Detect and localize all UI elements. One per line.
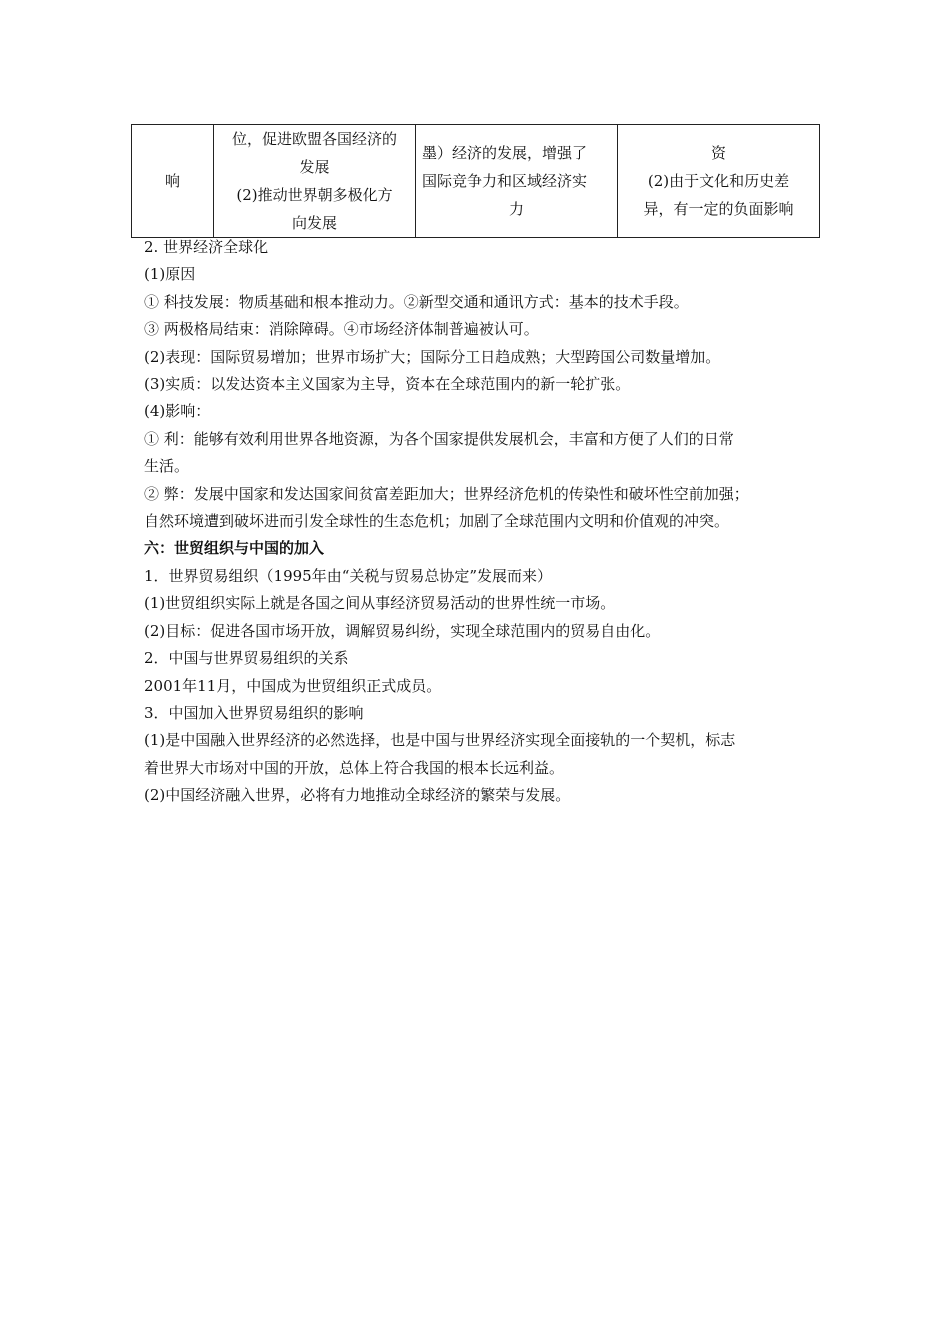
table-cell xyxy=(618,125,820,238)
paragraph: ① 科技发展：物质基础和根本推动力。②新型交通和通讯方式：基本的技术手段。 xyxy=(144,292,689,311)
cell-line: (2)推动世界朝多极化方 xyxy=(236,186,393,204)
paragraph: (3)实质：以发达资本主义国家为主导，资本在全球范围内的新一轮扩张。 xyxy=(144,375,631,394)
section-heading: 2. 世界经济全球化 xyxy=(144,238,269,256)
paragraph: (1)原因 xyxy=(144,265,196,284)
cell-line: 向发展 xyxy=(291,214,337,232)
section-heading: 2．中国与世界贸易组织的关系 xyxy=(144,649,349,668)
cell-line: 异，有一定的负面影响 xyxy=(643,200,794,218)
table-cell xyxy=(214,125,416,238)
paragraph: ① 利：能够有效利用世界各地资源，为各个国家提供发展机会，丰富和方便了人们的日常 xyxy=(144,429,734,448)
paragraph: ③ 两极格局结束：消除障碍。④市场经济体制普遍被认可。 xyxy=(144,320,539,339)
cell-text: 响 xyxy=(164,172,180,190)
cell-line: 发展 xyxy=(299,158,330,176)
cell-line: 国际竞争力和区域经济实 xyxy=(422,172,588,190)
paragraph: 着世界大市场对中国的开放，总体上符合我国的根本长远利益。 xyxy=(144,758,565,777)
paragraph: ② 弊：发展中国家和发达国家间贫富差距加大；世界经济危机的传染性和破坏性空前加强； xyxy=(144,484,749,503)
table-cell xyxy=(132,125,214,238)
cell-line: (2)由于文化和历史差 xyxy=(647,172,790,190)
section-title: 六：世贸组织与中国的加入 xyxy=(144,539,325,558)
paragraph: 2001年11月，中国成为世贸组织正式成员。 xyxy=(144,676,442,695)
paragraph: (2)表现：国际贸易增加；世界市场扩大；国际分工日趋成熟；大型跨国公司数量增加。 xyxy=(144,347,721,366)
table-cell xyxy=(416,125,618,238)
continuation-table xyxy=(131,124,820,238)
paragraph: (4)影响： xyxy=(144,402,211,421)
paragraph: (2)目标：促进各国市场开放，调解贸易纠纷，实现全球范围内的贸易自由化。 xyxy=(144,621,661,640)
paragraph: 自然环境遭到破坏进而引发全球性的生态危机；加剧了全球范围内文明和价值观的冲突。 xyxy=(144,512,730,531)
body-text xyxy=(144,234,824,810)
table-row xyxy=(132,125,820,238)
paragraph: (1)是中国融入世界经济的必然选择，也是中国与世界经济实现全面接轨的一个契机，标志 xyxy=(144,731,736,750)
paragraph: (2)中国经济融入世界，必将有力地推动全球经济的繁荣与发展。 xyxy=(144,786,571,805)
section-heading: 3．中国加入世界贸易组织的影响 xyxy=(144,703,364,722)
cell-line: 资 xyxy=(710,144,726,162)
paragraph: 生活。 xyxy=(144,457,190,476)
cell-line: 墨）经济的发展，增强了 xyxy=(422,144,588,162)
section-heading: 1．世界贸易组织（1995年由“关税与贸易总协定”发展而来） xyxy=(144,566,553,585)
cell-line: 力 xyxy=(508,200,524,218)
paragraph: (1)世贸组织实际上就是各国之间从事经济贸易活动的世界性统一市场。 xyxy=(144,594,616,613)
cell-line: 位，促进欧盟各国经济的 xyxy=(231,130,397,148)
